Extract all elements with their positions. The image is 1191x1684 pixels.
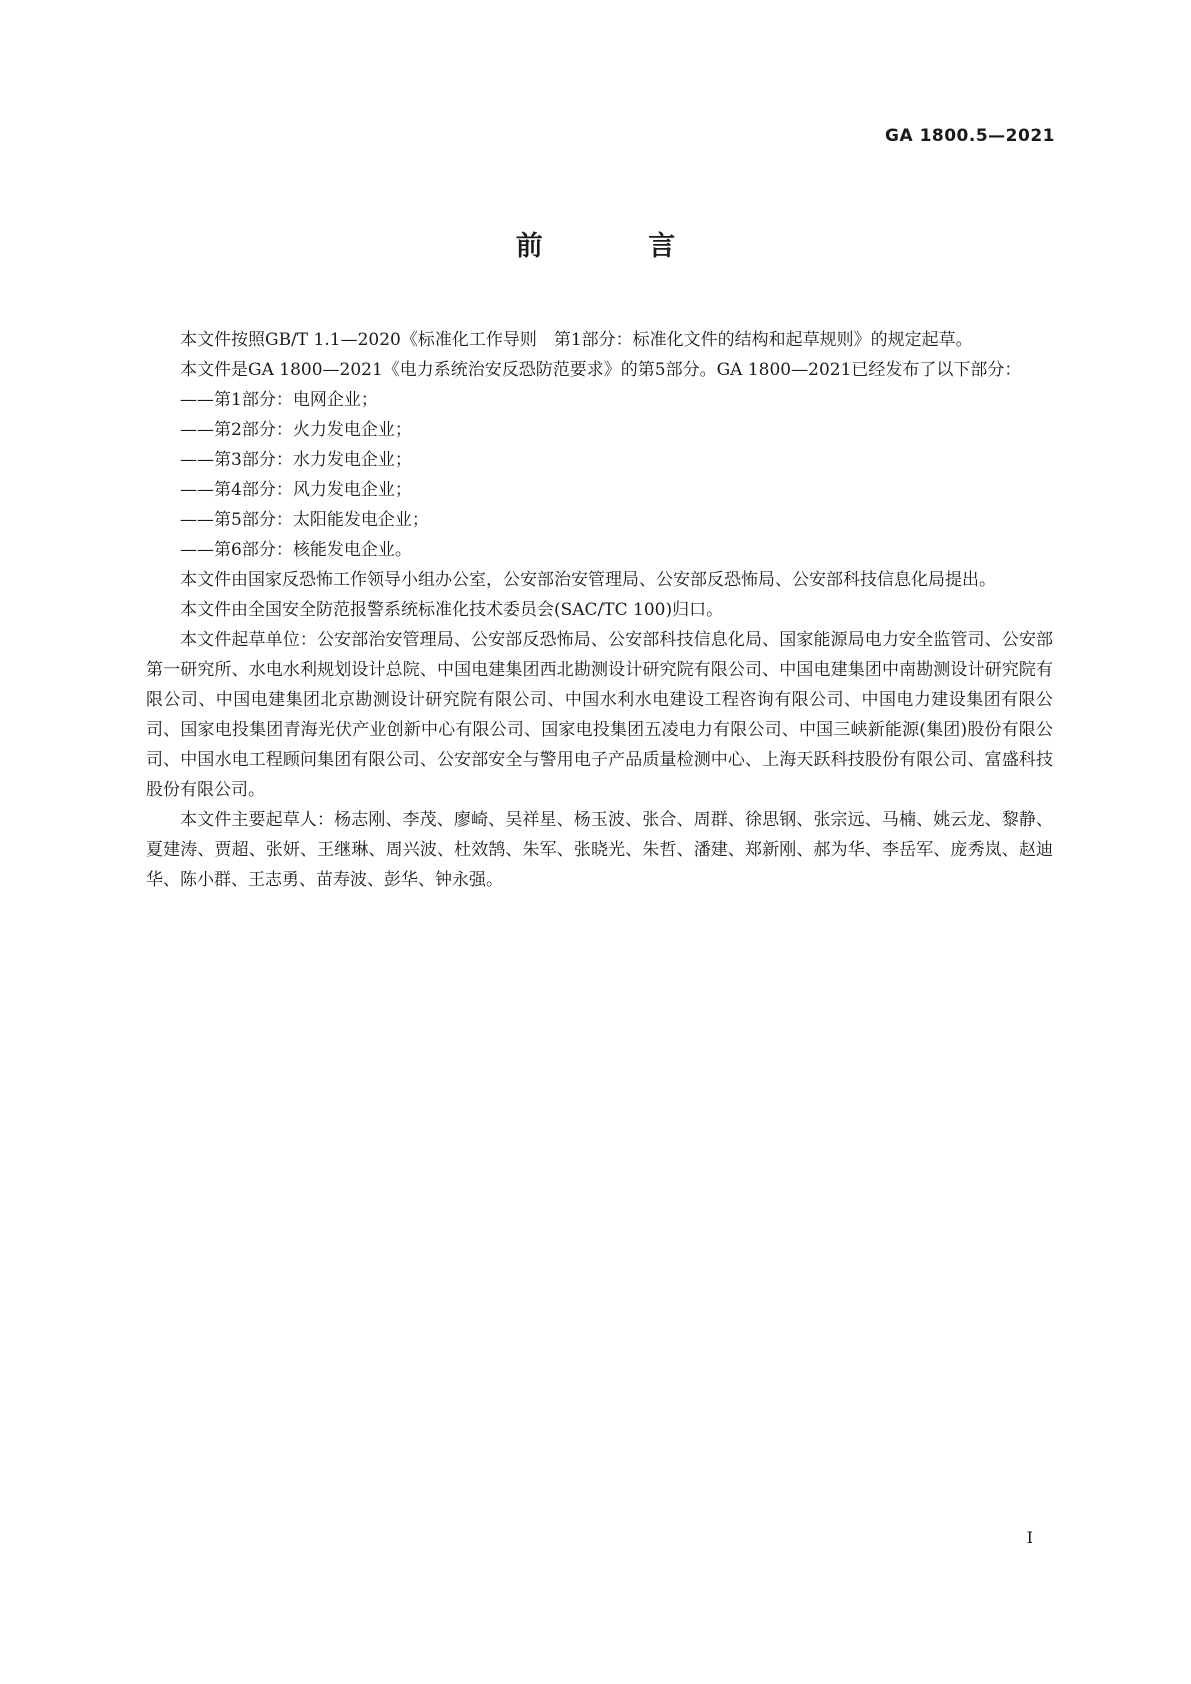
list-item: ——第1部分：电网企业； [180,390,378,410]
page-title: 前 言 [515,231,724,262]
paragraph-proposer: 本文件由国家反恐怖工作领导小组办公室，公安部治安管理局、公安部反恐怖局、公安部科技信息化局提出。 [180,570,996,590]
page-number: I [1026,1528,1033,1547]
paragraph-committee: 本文件由全国安全防范报警系统标准化技术委员会(SAC/TC 100)归口。 [180,600,724,620]
list-item: ——第4部分：风力发电企业； [180,480,412,500]
list-item: ——第3部分：水力发电企业； [180,450,412,470]
list-item: ——第2部分：火力发电企业； [180,420,412,440]
paragraph-drafting-rules: 本文件按照GB/T 1.1—2020《标准化工作导则 第1部分：标准化文件的结构和起草规则》的规定起草。 [180,330,973,350]
list-item: ——第5部分：太阳能发电企业； [180,510,429,530]
foreword-body [146,325,1053,895]
paragraph-drafters: 本文件主要起草人：杨志刚、李茂、廖崎、吴祥星、杨玉波、张合、周群、徐思钢、张宗远、马楠、姚云龙、黎静、夏建涛、贾超、张妍、王继琳、周兴波、杜效鹄、朱军、张晓光、朱哲、潘建、郑新刚、郝为华、李岳军、庞秀岚、赵迪华、陈小群、王志勇、苗寿波、彭华、钟永强。 [146,810,1053,890]
paragraph-part-info: 本文件是GA 1800—2021《电力系统治安反恐防范要求》的第5部分。GA 1800—2021已经发布了以下部分： [180,360,1022,380]
list-item: ——第6部分：核能发电企业。 [180,540,412,560]
paragraph-drafting-units: 本文件起草单位：公安部治安管理局、公安部反恐怖局、公安部科技信息化局、国家能源局电力安全监管司、公安部第一研究所、水电水利规划设计总院、中国电建集团西北勘测设计研究院有限公司、中国电建集团中南勘测设计研究院有限公司、中国电建集团北京勘测设计研究院有限公司、中国水利水电建设工程咨询有限公司、中国电力建设集团有限公司、国家电投集团青海光伏产业创新中心有限公司、国家电投集团五凌电力有限公司、中国三峡新能源(集团)股份有限公司、中国水电工程顾问集团有限公司、公安部安全与警用电子产品质量检测中心、上海天跃科技股份有限公司、富盛科技股份有限公司。 [146,630,1053,800]
document-code: GA 1800.5—2021 [885,126,1055,146]
